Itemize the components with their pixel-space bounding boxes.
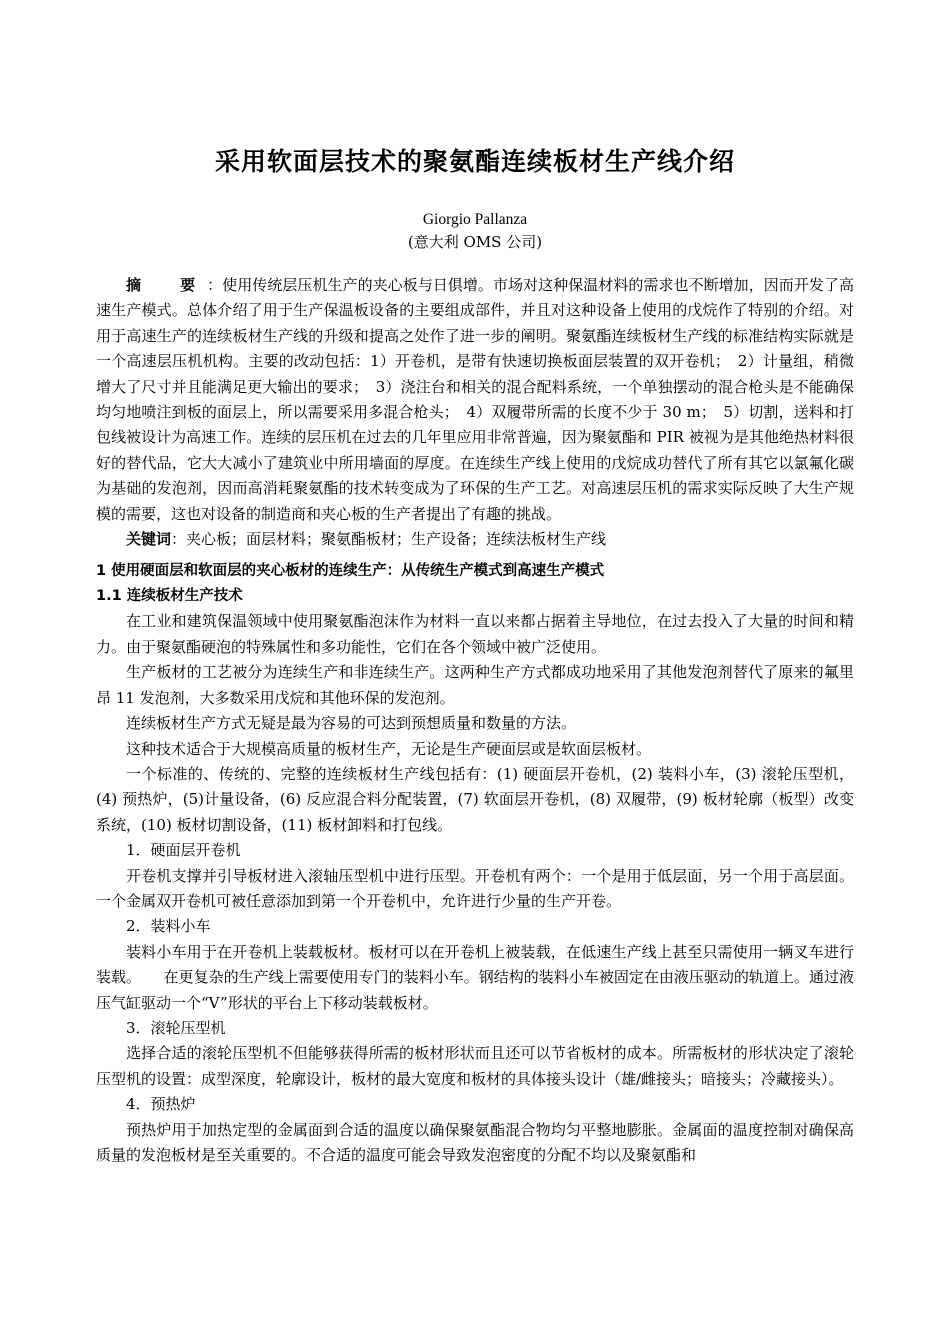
author-affiliation: (意大利 OMS 公司) [407, 233, 543, 251]
body-paragraph: 一个标准的、传统的、完整的连续板材生产线包括有：(1) 硬面层开卷机，(2) 装料小车，(3) 滚轮压型机，(4) 预热炉，(5)计量设备，(6) 反应混合料分配装置，(7) 软面层开卷机，(8) 双履带，(9) 板材轮廓（板型）改变系统，(10) 板材切割设备，(11) 板材卸料和打包线。 [96, 764, 854, 834]
keywords-text: ：夹心板；面层材料；聚氨酯板材；生产设备；连续法板材生产线 [171, 530, 607, 549]
section-1-heading: 1 使用硬面层和软面层的夹心板材的连续生产：从传统生产模式到高速生产模式 [96, 563, 605, 580]
item-paragraph: 选择合适的滚轮压型机不但能够获得所需的板材形状而且还可以节省板材的成本。所需板材的形状决定了滚轮压型机的设置：成型深度，轮廓设计，板材的最大宽度和板材的具体接头设计（雄/雌接头；暗接头；冷藏接头）。 [96, 1044, 854, 1088]
body-paragraph: 生产板材的工艺被分为连续生产和非连续生产。这两种生产方式都成功地采用了其他发泡剂替代了原来的氟里昂 11 发泡剂，大多数采用戊烷和其他环保的发泡剂。 [96, 663, 854, 707]
abstract-label: 摘 要 [126, 276, 208, 294]
keywords [96, 527, 854, 552]
item-heading: 3．滚轮压型机 [126, 1018, 226, 1037]
item-paragraph: 预热炉用于加热定型的金属面到合适的温度以确保聚氨酯混合物均匀平整地膨胀。金属面的温度控制对确保高质量的发泡板材是至关重要的。不合适的温度可能会导致发泡密度的分配不均以及聚氨酯和 [96, 1120, 854, 1164]
body-paragraph: 连续板材生产方式无疑是最为容易的可达到预想质量和数量的方法。 [126, 714, 577, 733]
item-heading: 2．装料小车 [126, 917, 211, 936]
author-name: Giorgio Pallanza [422, 211, 528, 228]
item-heading: 1．硬面层开卷机 [126, 841, 241, 860]
item-heading: 4．预热炉 [126, 1095, 196, 1114]
body-paragraph: 在工业和建筑保温领域中使用聚氨酯泡沫作为材料一直以来都占据着主导地位，在过去投入了大量的时间和精力。由于聚氨酯硬泡的特殊属性和多功能性，它们在各个领域中被广泛使用。 [96, 612, 854, 656]
item-paragraph: 开卷机支撑并引导板材进入滚轴压型机中进行压型。开卷机有两个：一个是用于低层面，另一个用于高层面。一个金属双开卷机可被任意添加到第一个开卷机中，允许进行少量的生产开卷。 [96, 866, 854, 910]
paper-title: 采用软面层技术的聚氨酯连续板材生产线介绍 [214, 147, 735, 176]
item-paragraph: 装料小车用于在开卷机上装载板材。板材可以在开卷机上被装载，在低速生产线上甚至只需使用一辆叉车进行装载。 在更复杂的生产线上需要使用专门的装料小车。钢结构的装料小车被固定在由液压驱动的轨道上。通过液压气缸驱动一个“V”形状的平台上下移动装载板材。 [96, 942, 854, 1012]
abstract-text: ：使用传统层压机生产的夹心板与日俱增。市场对这种保温材料的需求也不断增加，因而开发了高速生产模式。总体介绍了用于生产保温板设备的主要组成部件，并且对这种设备上使用的戊烷作了特别的介绍。对用于高速生产的连续板材生产线的升级和提高之处作了进一步的阐明。聚氨酯连续板材生产线的标准结构实际就是一个高速层压机机构。主要的改动包括：1）开卷机，是带有快速切换板面层装置的双开卷机； 2）计量组，稍微增大了尺寸并且能满足更大输出的要求； 3）浇注台和相关的混合配料系统，一个单独摆动的混合枪头是不能确保均匀地喷注到板的面层上，所以需要采用多混合枪头； 4）双履带所需的长度不少于 30 m； 5）切割，送料和打包线被设计为高速工作。连续的层压机在过去的几年里应用非常普遍，因为聚氨酯和 PIR 被视为是其他绝热材料很好的替代品，它大大减小了建筑业中所用墙面的厚度。在连续生产线上使用的戊烷成功替代了所有其它以氯氟化碳为基础的发泡剂，因而高消耗聚氨酯的技术转变成为了环保的生产工艺。对高速层压机的需求实际反映了大生产规模的需要，这也对设备的制造商和夹心板的生产者提出了有趣的挑战。 [96, 276, 854, 523]
keywords-label: 关键词 [126, 530, 172, 549]
section-1-1-heading: 1.1 连续板材生产技术 [96, 588, 243, 605]
body-paragraph: 这种技术适合于大规模高质量的板材生产，无论是生产硬面层或是软面层板材。 [126, 739, 652, 758]
abstract [96, 273, 854, 527]
